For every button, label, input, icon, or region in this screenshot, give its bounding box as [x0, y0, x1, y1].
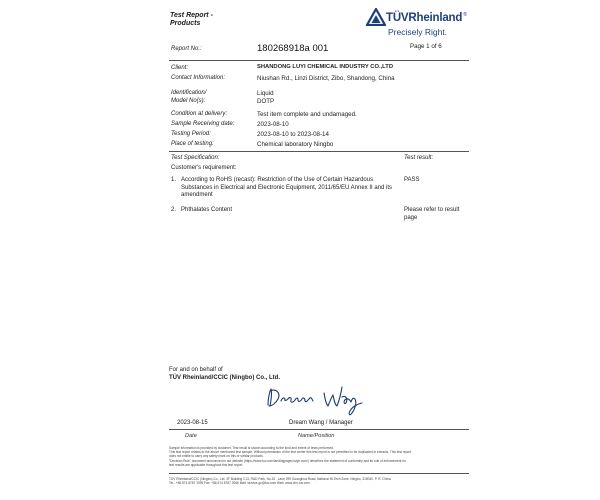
brand-tagline: Precisely Right.	[388, 27, 448, 37]
tuv-triangle-icon	[366, 8, 386, 26]
registered-mark: ®	[463, 12, 467, 18]
divider	[169, 473, 469, 474]
signoff-date: 2023-08-15	[177, 420, 208, 426]
test-spec-heading: Test Specification:	[171, 155, 220, 161]
signoff-company: TÜV Rheinland/CCIC (Ningbo) Co., Ltd.	[169, 375, 280, 381]
document-type	[170, 12, 213, 28]
document-type-line1: Test Report -	[170, 12, 213, 19]
item-number: 2.	[171, 207, 177, 213]
brand-text: TÜVRheinland	[386, 12, 463, 24]
footnotes	[169, 446, 469, 467]
field-value-condition: Test item complete and undamaged.	[257, 111, 357, 118]
report-number-label: Report No.:	[171, 46, 202, 52]
item-result: PASS	[404, 177, 420, 183]
handwritten-signature	[262, 379, 372, 419]
field-label-client: Client:	[171, 65, 189, 71]
field-value-client: SHANDONG LUYI CHEMICAL INDUSTRY CO.,LTD	[257, 64, 394, 70]
field-label-receiving-date: Sample Receiving date:	[171, 121, 235, 127]
item-number: 1.	[171, 177, 177, 183]
footer-contact: Tel.: +86 574 8787 1999 Fax: +86 574 8787 2066 Mail: service-gc@tuv.com Web: www.chn.tuv.com	[169, 481, 310, 486]
customer-requirement-label: Customer's requirement:	[171, 165, 237, 171]
field-label-contact: Contact Information:	[171, 75, 226, 81]
name-caption: Name/Position	[298, 433, 335, 439]
field-label-condition: Condition at delivery:	[171, 111, 228, 117]
divider	[169, 429, 469, 430]
footnote-line: Sample information is provided by customer. Test result is shown according to the kind and extent of tests performed.	[169, 446, 334, 450]
signoff-name: Dream Wang / Manager	[289, 420, 353, 426]
field-label-identification: Identification/	[171, 90, 207, 96]
page-indicator: Page 1 of 6	[410, 43, 442, 50]
document-type-line2: Products	[170, 20, 201, 27]
field-value-model: DOTP	[257, 98, 275, 105]
divider	[169, 151, 469, 152]
field-value-place: Chemical laboratory Ningbo	[257, 141, 334, 148]
field-label-testing-period: Testing Period:	[171, 131, 211, 137]
report-number: 180268918a 001	[257, 43, 329, 54]
test-result-heading: Test result:	[404, 155, 434, 161]
item-result: Please refer to result page	[404, 207, 460, 221]
footnote-line: test results are applicable throughout this test report	[169, 462, 243, 467]
company-footer	[169, 477, 469, 485]
divider	[169, 60, 469, 61]
item-text: According to RoHS (recast): Restriction of the Use of Certain Hazardous Substances in Electrical and Electronic Equipment, 2011/65/EU Annex II and its amendment	[181, 177, 393, 199]
field-label-model: Model No(s):	[171, 98, 206, 104]
field-value-contact: Niushan Rd., Linzi District, Zibo, Shandong, China	[257, 75, 395, 82]
footer-address: TÜV Rheinland/CCIC (Ningbo) Co., Ltd. 3F Building C13, R&D Park, No.32 , Lane 299 Guanghua Road, National Hi-Tech Zone, Ningbo, 315040, P. R. China	[169, 477, 391, 481]
footnote-line: does not entitle to carry any safety mark on this or similar products.	[169, 454, 264, 459]
footnote-line: "Decision Rule" document announced in our website (https://www.tuv.com/landingpage/cn/gh.com/) describes the statement of conformity and its rule of enforcement for	[169, 458, 406, 463]
tuv-logo	[366, 6, 476, 40]
field-value-identification: Liquid	[257, 90, 274, 97]
field-label-place: Place of testing:	[171, 141, 214, 147]
field-value-receiving-date: 2023-08-10	[257, 121, 289, 128]
item-text: Phthalates Content	[181, 207, 233, 213]
field-value-testing-period: 2023-08-10 to 2023-08-14	[257, 131, 329, 138]
brand-name	[386, 12, 467, 24]
footnote-line: This test report relates to the above mentioned test sample. Without permission of the test center this test report is not permitted to be duplicated in extracts. This test report	[169, 450, 412, 455]
date-caption: Date	[185, 433, 197, 439]
signoff-line1: For and on behalf of	[169, 367, 223, 373]
